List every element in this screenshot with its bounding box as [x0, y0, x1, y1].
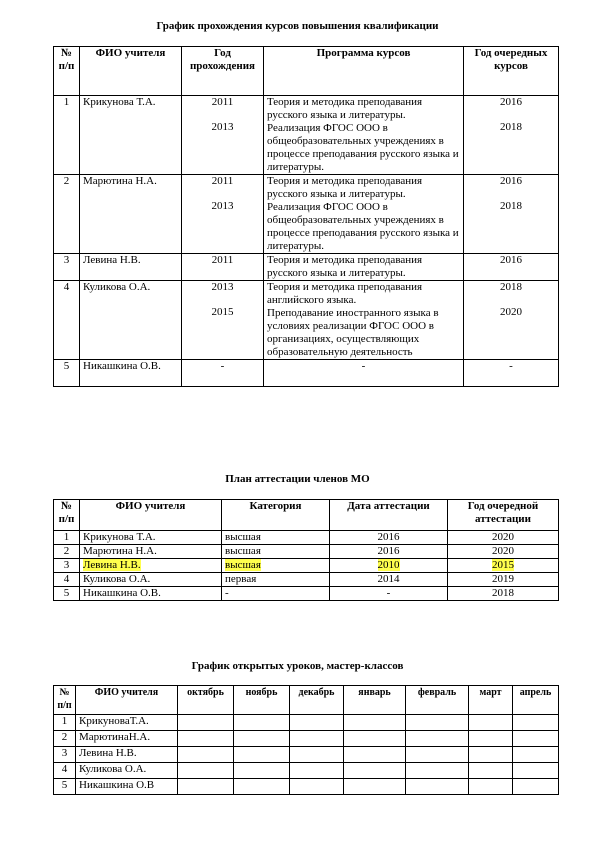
cell-next: 2018 [448, 587, 559, 601]
cell-program [264, 175, 464, 254]
next-1: 2016 [500, 175, 522, 187]
header-num: № п/п [54, 500, 80, 531]
cell-category: - [222, 587, 330, 601]
table-row [54, 587, 559, 601]
header-month: февраль [406, 686, 469, 715]
cell-date: 2016 [330, 531, 448, 545]
year-1: 2011 [211, 175, 234, 187]
cell-name [80, 559, 222, 573]
cell-num: 2 [54, 731, 76, 747]
cell-num: 3 [54, 559, 80, 573]
cell-num: 3 [54, 254, 80, 281]
header-month: апрель [513, 686, 559, 715]
cell-next: 2020 [448, 531, 559, 545]
header-name: ФИО учителя [80, 47, 182, 96]
program-1: Теория и методика преподавания английского языка. [267, 281, 423, 306]
table-row [54, 360, 559, 387]
cell-next: 2016 [464, 254, 559, 281]
cell-category: высшая [222, 545, 330, 559]
year-1: 2013 [211, 281, 234, 293]
highlighted-name: Левина Н.В. [83, 559, 141, 571]
cell-name: Левина Н.В. [76, 747, 178, 763]
cell-num: 5 [54, 587, 80, 601]
cell-year [182, 96, 264, 175]
cell-num: 4 [54, 573, 80, 587]
table-row [54, 96, 559, 175]
header-next: Год очередных курсов [464, 47, 559, 96]
cell-date: 2016 [330, 545, 448, 559]
cell-year: 2011 [182, 254, 264, 281]
cell-name: Никашкина О.В [76, 779, 178, 795]
highlighted-date: 2010 [377, 559, 400, 571]
header-month: январь [344, 686, 406, 715]
header-next: Год очередной аттестации [448, 500, 559, 531]
cell-next: - [464, 360, 559, 387]
cell-category: первая [222, 573, 330, 587]
table-row [54, 573, 559, 587]
cell-name: Крикунова Т.А. [80, 531, 222, 545]
cell-name: Крикунова Т.А. [80, 96, 182, 175]
cell-date: 2014 [330, 573, 448, 587]
next-1: 2018 [500, 281, 522, 293]
cell-num: 1 [54, 715, 76, 731]
cell-year: - [182, 360, 264, 387]
next-2: 2018 [500, 121, 522, 133]
table-row [54, 779, 559, 795]
cell-next [464, 175, 559, 254]
cell-name: МарютинаН.А. [76, 731, 178, 747]
header-category: Категория [222, 500, 330, 531]
header-date: Дата аттестации [330, 500, 448, 531]
header-name: ФИО учителя [80, 500, 222, 531]
cell-name: Куликова О.А. [76, 763, 178, 779]
header-program: Программа курсов [264, 47, 464, 96]
header-num: № п/п [54, 686, 76, 715]
table-row [54, 175, 559, 254]
header-month: октябрь [178, 686, 234, 715]
cell-category: высшая [222, 531, 330, 545]
cell-name: Левина Н.В. [80, 254, 182, 281]
header-month: март [469, 686, 513, 715]
cell-next: 2020 [448, 545, 559, 559]
header-year: Год прохождения [182, 47, 264, 96]
highlighted-next: 2015 [492, 559, 514, 571]
cell-name: Марютина Н.А. [80, 175, 182, 254]
year-2: 2015 [211, 306, 234, 318]
cell-num: 2 [54, 545, 80, 559]
highlighted-category: высшая [225, 559, 261, 571]
cell-name: Никашкина О.В. [80, 587, 222, 601]
courses-table [53, 46, 559, 387]
year-2: 2013 [211, 121, 234, 133]
header-num: № п/п [54, 47, 80, 96]
header-name: ФИО учителя [76, 686, 178, 715]
table-row [54, 281, 559, 360]
program-1: Теория и методика преподавания русского языка и литературы. [267, 96, 423, 121]
cell-date: - [330, 587, 448, 601]
cell-category [222, 559, 330, 573]
program-2: Реализация ФГОС ООО в общеобразовательных учреждениях в процессе преподавания русского языка и литературы. [267, 122, 459, 173]
lessons-title: График открытых уроков, мастер-классов [191, 660, 404, 672]
cell-name: Марютина Н.А. [80, 545, 222, 559]
table-row-highlighted [54, 559, 559, 573]
program-1: Теория и методика преподавания русского языка и литературы. [267, 175, 423, 200]
cell-next [464, 96, 559, 175]
next-1: 2016 [500, 96, 522, 108]
table-row [54, 747, 559, 763]
next-2: 2018 [500, 200, 522, 212]
table-row [54, 545, 559, 559]
table-row [54, 763, 559, 779]
program-2: Преподавание иностранного языка в условиях реализации ФГОС ООО в организациях, осуществляющих образовательную деятельность [267, 307, 439, 358]
table-row [54, 731, 559, 747]
table-header-row [54, 686, 559, 715]
table-row [54, 531, 559, 545]
cell-program [264, 96, 464, 175]
cell-name: КрикуноваТ.А. [76, 715, 178, 731]
cell-name: Никашкина О.В. [80, 360, 182, 387]
cell-next [448, 559, 559, 573]
attestation-table [53, 499, 559, 601]
cell-next: 2019 [448, 573, 559, 587]
table-row [54, 715, 559, 731]
table-row [54, 254, 559, 281]
cell-num: 5 [54, 360, 80, 387]
table-header-row [54, 47, 559, 96]
program-2: Реализация ФГОС ООО в общеобразовательных учреждениях в процессе преподавания русского языка и литературы. [267, 201, 459, 252]
next-2: 2020 [500, 306, 522, 318]
header-month: ноябрь [234, 686, 290, 715]
header-month: декабрь [290, 686, 344, 715]
courses-title: График прохождения курсов повышения квалификации [156, 20, 439, 32]
cell-next [464, 281, 559, 360]
cell-date [330, 559, 448, 573]
cell-program: Теория и методика преподавания русского языка и литературы. [264, 254, 464, 281]
cell-program [264, 281, 464, 360]
cell-num: 5 [54, 779, 76, 795]
year-2: 2013 [211, 200, 234, 212]
cell-num: 4 [54, 281, 80, 360]
attestation-title: План аттестации членов МО [225, 473, 370, 485]
cell-year [182, 175, 264, 254]
cell-name: Куликова О.А. [80, 573, 222, 587]
cell-name: Куликова О.А. [80, 281, 182, 360]
table-header-row [54, 500, 559, 531]
cell-year [182, 281, 264, 360]
cell-num: 1 [54, 96, 80, 175]
cell-num: 4 [54, 763, 76, 779]
lessons-table [53, 685, 559, 795]
year-1: 2011 [211, 96, 234, 108]
cell-num: 3 [54, 747, 76, 763]
cell-num: 2 [54, 175, 80, 254]
cell-num: 1 [54, 531, 80, 545]
cell-program: - [264, 360, 464, 387]
